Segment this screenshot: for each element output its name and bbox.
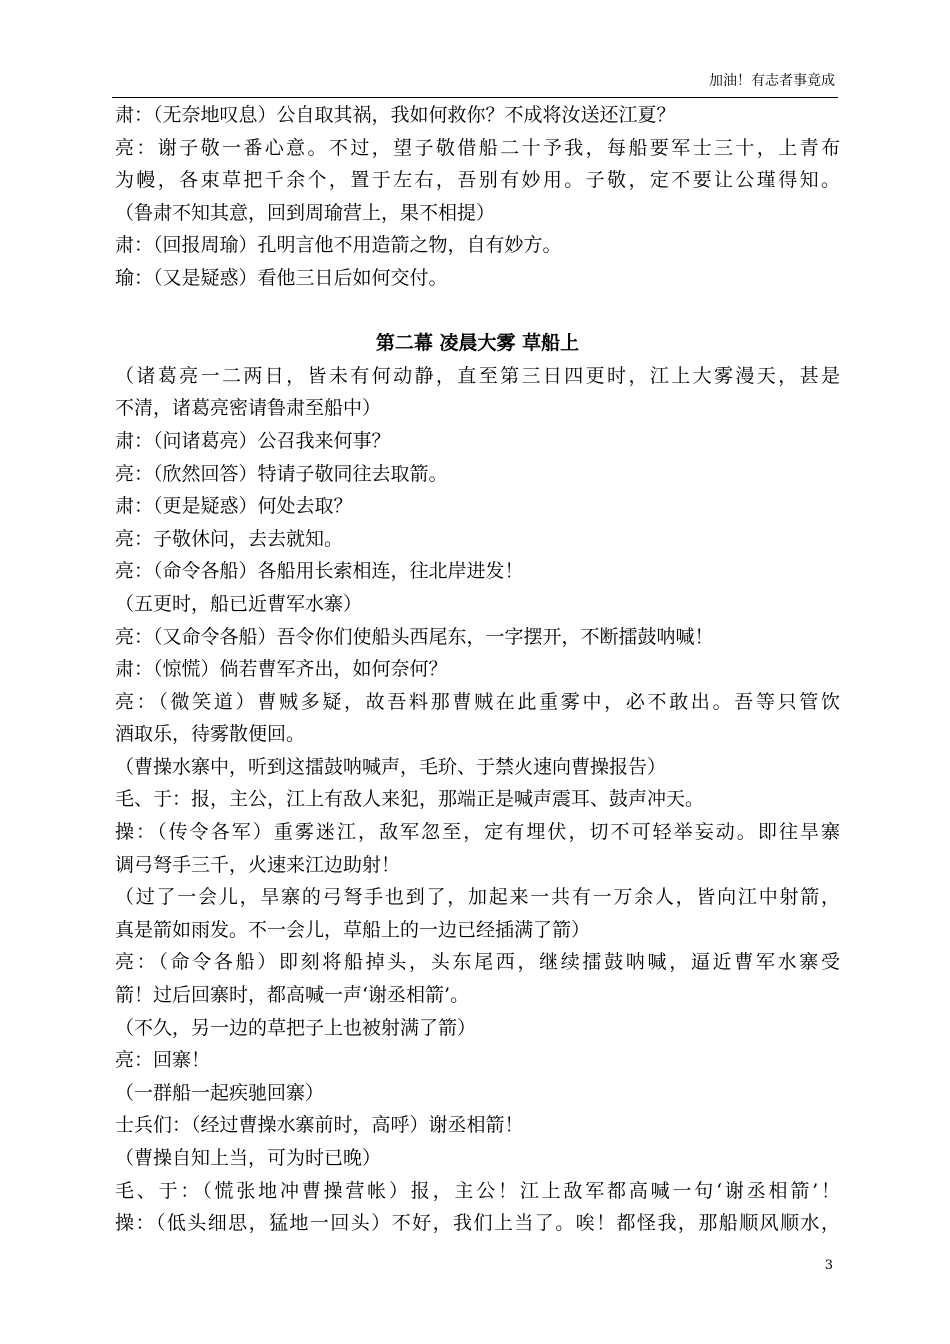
header-note: 加油！有志者事竟成 [709, 73, 835, 89]
text-line: （曹操自知上当，可为时已晚） [115, 1147, 382, 1169]
text-line: （一群船一起疾驰回寨） [115, 1081, 325, 1104]
scene-heading: 第二幕 凌晨大雾 草船上 [375, 332, 580, 355]
text-line: 亮：回寨！ [115, 1049, 211, 1072]
page-number: 3 [824, 1258, 833, 1273]
text-line: 为幔，各束草把千余个，置于左右，吾别有妙用。子敬，定不要让公瑾得知。 [115, 169, 840, 192]
text-line: 酒取乐，待雾散便回。 [115, 723, 306, 746]
header-rule [112, 97, 838, 98]
text-line: （过了一会儿，旱寨的弓弩手也到了，加起来一共有一万余人，皆向江中射箭， [115, 886, 840, 909]
text-line: 肃：（问诸葛亮）公召我来何事？ [115, 429, 391, 452]
text-line: 箭！过后回寨时，都高喊一声‘谢丞相箭’。 [115, 984, 470, 1007]
blank-line [115, 295, 840, 328]
text-line: 调弓弩手三千，火速来江边助射！ [115, 853, 401, 876]
text-line: 亮：（微笑道）曹贼多疑，故吾料那曹贼在此重雾中，必不敢出。吾等只管饮 [115, 690, 840, 713]
text-line: 肃：（无奈地叹息）公自取其祸，我如何救你？不成将汝送还江夏？ [115, 104, 676, 126]
text-line: （诸葛亮一二两日，皆未有何动静，直至第三日四更时，江上大雾漫天，甚是 [115, 364, 840, 387]
text-line: 士兵们：（经过曹操水寨前时，高呼）谢丞相箭！ [115, 1114, 524, 1137]
text-line: （鲁肃不知其意，回到周瑜营上，果不相提） [115, 201, 496, 224]
text-line: 瑜：（又是疑惑）看他三日后如何交付。 [115, 266, 448, 289]
text-line: 不清，诸葛亮密请鲁肃至船中） [115, 397, 382, 420]
text-line: 亮：（命令各船）即刻将船掉头，头东尾西，继续擂鼓呐喊，逼近曹军水寨受 [115, 951, 840, 974]
text-line: 肃：（回报周瑜）孔明言他不用造箭之物，自有妙方。 [115, 234, 562, 257]
text-line: 亮：（又命令各船）吾令你们使船头西尾东，一字摆开，不断擂鼓呐喊！ [115, 625, 714, 648]
text-line: 毛、于：（慌张地冲曹操营帐）报，主公！江上敌军都高喊一句‘谢丞相箭’！ [115, 1179, 840, 1202]
text-line: 真是箭如雨发。不一会儿，草船上的一边已经插满了箭） [115, 918, 591, 941]
text-line: 亮：（命令各船）各船用长索相连，往北岸进发！ [115, 560, 524, 583]
text-line: 亮：（欣然回答）特请子敬同往去取箭。 [115, 462, 448, 485]
text-line: （曹操水寨中，听到这擂鼓呐喊声，毛玠、于禁火速向曹操报告） [115, 755, 667, 778]
document-body [115, 99, 840, 1240]
text-line: （不久，另一边的草把子上也被射满了箭） [115, 1016, 477, 1039]
text-line: 毛、于：报，主公，江上有敌人来犯，那端正是喊声震耳、鼓声冲天。 [115, 788, 705, 811]
text-line: 肃：（惊慌）倘若曹军齐出，如何奈何？ [115, 658, 448, 681]
text-line: 亮：谢子敬一番心意。不过，望子敬借船二十予我，每船要军士三十，上青布 [115, 136, 840, 159]
text-line: 肃：（更是疑惑）何处去取？ [115, 495, 353, 518]
text-line: 操：（低头细思，猛地一回头）不好，我们上当了。唉！都怪我，那船顺风顺水， [115, 1212, 840, 1235]
text-line: 亮：子敬休问，去去就知。 [115, 527, 344, 550]
text-line: （五更时，船已近曹军水寨） [115, 592, 363, 615]
text-line: 操：（传令各军）重雾迷江，敌军忽至，定有埋伏，切不可轻举妄动。即往旱寨 [115, 821, 840, 844]
